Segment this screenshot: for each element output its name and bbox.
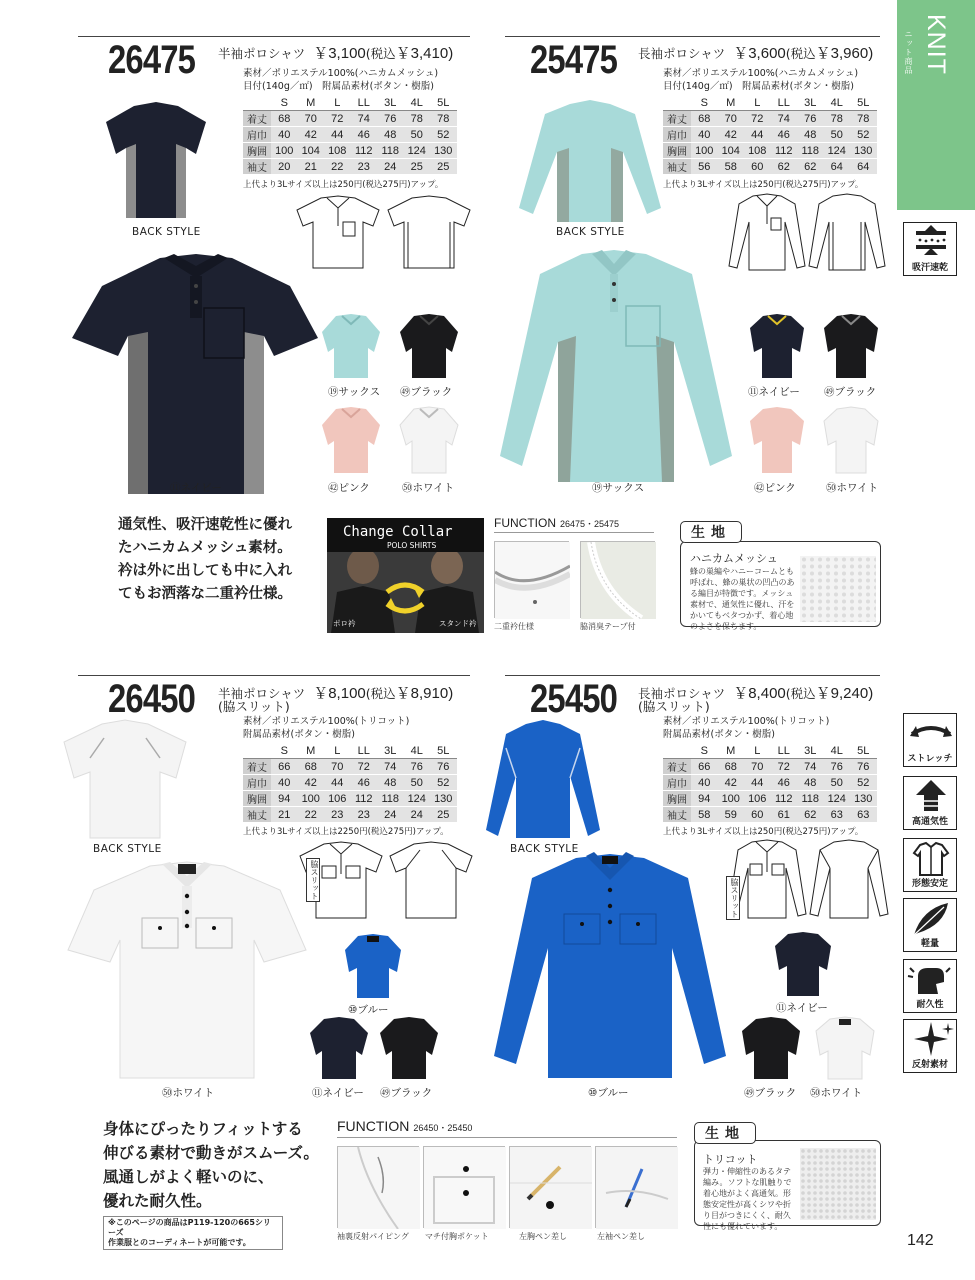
size-cell: 76: [377, 111, 404, 127]
size-cell: 112: [351, 791, 378, 807]
size-header: 5L: [850, 743, 877, 759]
size-cell: 94: [691, 791, 718, 807]
size-cell: 70: [324, 759, 351, 775]
size-row: [243, 127, 457, 143]
color-label: ㊷ピンク: [754, 482, 796, 494]
fabric-name: トリコット: [703, 1153, 758, 1166]
reflective-piping-photo-image: [337, 1146, 419, 1228]
fabric-label: 生地: [694, 1122, 756, 1144]
back-flat-drawing: [386, 838, 476, 922]
size-table: [243, 743, 457, 823]
size-cell: 50: [824, 775, 851, 791]
size-row: [663, 759, 877, 775]
size-cell: 46: [351, 775, 378, 791]
back-style-label: BACK STYLE: [510, 843, 579, 855]
size-cell: 52: [850, 775, 877, 791]
honeycomb-fabric-image: [800, 556, 876, 622]
size-cell: 40: [271, 127, 298, 143]
color-label: ㊾ブラック: [400, 386, 453, 398]
shape-stable-icon: 形態安定: [903, 838, 957, 892]
size-cell: 58: [691, 807, 718, 823]
product-code: 25450: [530, 677, 618, 721]
size-cell: 100: [691, 143, 718, 159]
size-cell: 42: [298, 127, 325, 143]
size-row-label: 胸囲: [663, 791, 691, 807]
swatch-black: [740, 1015, 802, 1081]
size-header: 3L: [377, 95, 404, 111]
size-row: [243, 791, 457, 807]
material-text: 素材／ポリエステル100%(トリコット) 附属品素材(ボタン・樹脂): [663, 716, 830, 740]
size-cell: 130: [430, 143, 457, 159]
back-flat-drawing: [808, 836, 890, 922]
function-caption: 左袖ペン差し: [597, 1232, 645, 1241]
category-tab: [897, 0, 975, 210]
size-table: [663, 95, 877, 175]
size-row-label: 肩巾: [663, 127, 691, 143]
size-table: [243, 95, 457, 175]
size-cell: 64: [850, 159, 877, 175]
durable-icon: 耐久性: [903, 959, 957, 1013]
white-shortsleeve-polo-image: [66, 860, 308, 1082]
slit-callout: 脇スリット: [726, 876, 740, 920]
back-view-shirt-image: [484, 718, 602, 842]
function-caption: 左胸ペン差し: [519, 1232, 567, 1241]
color-label: ⑩ブルー: [588, 1087, 629, 1099]
size-header: L: [744, 95, 771, 111]
size-cell: 104: [718, 143, 745, 159]
size-header: LL: [351, 95, 378, 111]
size-cell: 58: [718, 159, 745, 175]
size-header: L: [744, 743, 771, 759]
size-row-label: 肩巾: [243, 775, 271, 791]
size-header: M: [718, 95, 745, 111]
size-cell: 118: [797, 143, 824, 159]
back-style-label: BACK STYLE: [556, 226, 625, 238]
size-row: [243, 775, 457, 791]
size-cell: 60: [744, 159, 771, 175]
swatch-white: [398, 405, 460, 475]
size-cell: 44: [744, 775, 771, 791]
size-row-label: 着丈: [243, 759, 271, 775]
color-label: ⑲サックス: [328, 386, 381, 398]
color-label: ⑩ブルー: [348, 1004, 389, 1016]
price-note: 上代より3Lサイズ以上は250円(税込275円)アップ。: [663, 180, 864, 190]
size-row-label: 袖丈: [243, 159, 271, 175]
size-header: 3L: [377, 743, 404, 759]
product-subtitle: (脇スリット): [218, 699, 290, 714]
fabric-name: ハニカムメッシュ: [690, 552, 778, 565]
size-header: 4L: [404, 743, 431, 759]
size-cell: 124: [404, 791, 431, 807]
size-cell: 62: [797, 159, 824, 175]
size-table: [663, 743, 877, 823]
size-cell: 118: [377, 143, 404, 159]
size-cell: 22: [298, 807, 325, 823]
swatch-pink: [748, 405, 806, 475]
function-rule: [337, 1137, 677, 1138]
chest-pen-slot-photo-image: [509, 1146, 591, 1228]
color-label: ㊿ホワイト: [402, 482, 455, 494]
size-cell: 68: [271, 111, 298, 127]
size-header: 4L: [404, 95, 431, 111]
size-cell: 124: [824, 791, 851, 807]
size-cell: 130: [850, 143, 877, 159]
change-collar-banner: Change Collar POLO SHIRTS ポロ衿 スタンド衿: [327, 518, 484, 633]
size-cell: 70: [298, 111, 325, 127]
size-row: [243, 143, 457, 159]
size-cell: 40: [691, 775, 718, 791]
size-cell: 124: [404, 143, 431, 159]
category-subtitle: ニット商品: [904, 30, 913, 75]
size-cell: 40: [271, 775, 298, 791]
swatch-black: [378, 1015, 440, 1081]
size-cell: 20: [271, 159, 298, 175]
size-header: S: [691, 95, 718, 111]
function-caption: 袖裏反射パイピング: [337, 1232, 409, 1241]
size-row-label: 袖丈: [663, 159, 691, 175]
swatch-black: [398, 312, 460, 380]
size-cell: 94: [271, 791, 298, 807]
size-row-label: 着丈: [663, 111, 691, 127]
size-row: [243, 111, 457, 127]
size-header: 5L: [430, 743, 457, 759]
product-code: 26475: [108, 38, 196, 82]
size-header: S: [271, 743, 298, 759]
category-title: KNIT: [922, 14, 950, 75]
size-cell: 62: [797, 807, 824, 823]
size-cell: 124: [824, 143, 851, 159]
size-cell: 63: [824, 807, 851, 823]
function-heading: FUNCTION 26475・25475: [494, 516, 620, 530]
sax-longsleeve-polo-image: [496, 246, 736, 486]
section-rule: [78, 675, 470, 676]
size-cell: 68: [691, 111, 718, 127]
size-row: [663, 807, 877, 823]
size-cell: 24: [377, 159, 404, 175]
size-cell: 68: [298, 759, 325, 775]
catch-copy: 通気性、吸汗速乾性に優れ たハニカムメッシュ素材。 衿は外に出しても中に入れ てもお洒落な二重衿仕様。: [118, 517, 292, 602]
size-row: [663, 127, 877, 143]
color-label: ⑲サックス: [592, 482, 645, 494]
size-header: 4L: [824, 743, 851, 759]
catch-copy: 身体にぴったりフィットする 伸びる素材で動きがスムーズ。 風通しがよく軽いのに、 優れた耐久性。: [103, 1120, 319, 1210]
size-row-label: 肩巾: [243, 127, 271, 143]
size-cell: 106: [744, 791, 771, 807]
size-header: 4L: [824, 95, 851, 111]
size-cell: 52: [850, 127, 877, 143]
coordinate-note: ※このページの商品はP119-120の665シリーズ 作業服とのコーディネートが可能です。: [103, 1216, 283, 1250]
size-cell: 76: [797, 111, 824, 127]
double-collar-photo-image: [494, 541, 569, 618]
price-note: 上代より3Lサイズ以上は250円(税込275円)アップ。: [243, 180, 444, 190]
size-cell: 118: [377, 791, 404, 807]
size-cell: 70: [744, 759, 771, 775]
size-header: LL: [771, 95, 798, 111]
size-cell: 50: [404, 775, 431, 791]
color-label: ⑪ネイビー: [312, 1087, 364, 1099]
function-rule: [494, 532, 654, 533]
size-cell: 76: [430, 759, 457, 775]
size-row-label: 胸囲: [663, 143, 691, 159]
back-view-shirt-image: [60, 718, 190, 842]
breathable-icon: 高通気性: [903, 776, 957, 830]
front-flat-drawing: [727, 190, 807, 274]
size-header: LL: [771, 743, 798, 759]
size-cell: 100: [271, 143, 298, 159]
size-cell: 66: [691, 759, 718, 775]
size-cell: 78: [824, 111, 851, 127]
material-text: 素材／ポリエステル100%(ハニカムメッシュ) 目付(140g／㎡) 附属品素材(ボタン・樹脂): [663, 68, 859, 92]
size-cell: 108: [744, 143, 771, 159]
gusset-pocket-photo-image: [423, 1146, 505, 1228]
size-cell: 130: [430, 791, 457, 807]
swatch-black: [822, 312, 880, 380]
navy-shortsleeve-polo-image: [68, 250, 323, 498]
color-label: ⑪ネイビー: [776, 1002, 828, 1014]
size-header: M: [298, 743, 325, 759]
size-cell: 46: [771, 775, 798, 791]
back-flat-drawing: [807, 190, 887, 274]
product-subtitle: (脇スリット): [638, 699, 710, 714]
size-cell: 76: [824, 759, 851, 775]
back-style-label: BACK STYLE: [132, 226, 201, 238]
size-cell: 48: [797, 775, 824, 791]
size-header: S: [691, 743, 718, 759]
size-cell: 72: [771, 759, 798, 775]
section-rule: [78, 36, 470, 37]
product-code: 26450: [108, 677, 196, 721]
size-header: 5L: [430, 95, 457, 111]
size-cell: 24: [404, 807, 431, 823]
slit-callout: 脇スリット: [306, 858, 320, 902]
tricot-fabric-image: [800, 1148, 876, 1220]
size-row-label: 袖丈: [663, 807, 691, 823]
swatch-blue: [343, 932, 403, 1000]
size-cell: 74: [771, 111, 798, 127]
color-label: ㊿ホワイト: [826, 482, 879, 494]
function-heading: FUNCTION 26450・25450: [337, 1118, 473, 1134]
color-label: ㊾ブラック: [380, 1087, 433, 1099]
swatch-navy: [748, 312, 806, 380]
size-cell: 46: [771, 127, 798, 143]
size-cell: 48: [377, 127, 404, 143]
size-cell: 61: [771, 807, 798, 823]
size-cell: 100: [718, 791, 745, 807]
product-title: 半袖ポロシャツ ￥3,100(税込￥3,410): [218, 45, 454, 62]
reflective-icon: 反射素材: [903, 1019, 957, 1073]
size-cell: 50: [404, 127, 431, 143]
size-cell: 63: [850, 807, 877, 823]
back-view-shirt-image: [515, 98, 665, 226]
sleeve-pen-slot-photo-image: [595, 1146, 677, 1228]
size-cell: 25: [404, 159, 431, 175]
size-cell: 100: [298, 791, 325, 807]
size-cell: 108: [324, 143, 351, 159]
lightweight-icon: 軽量: [903, 898, 957, 952]
size-cell: 40: [691, 127, 718, 143]
size-cell: 104: [298, 143, 325, 159]
size-cell: 48: [377, 775, 404, 791]
size-cell: 70: [718, 111, 745, 127]
size-row: [663, 791, 877, 807]
size-cell: 62: [771, 159, 798, 175]
size-cell: 25: [430, 807, 457, 823]
quick-dry-icon: 吸汗速乾: [903, 222, 957, 276]
stretch-icon: ストレッチ: [903, 713, 957, 767]
deodorant-tape-photo-image: [580, 541, 655, 618]
fabric-label: 生地: [680, 521, 742, 543]
material-text: 素材／ポリエステル100%(ハニカムメッシュ) 目付(140g／㎡) 附属品素材(ボタン・樹脂): [243, 68, 439, 92]
size-cell: 112: [771, 791, 798, 807]
size-header: L: [324, 95, 351, 111]
size-row-label: 胸囲: [243, 143, 271, 159]
size-header: M: [298, 95, 325, 111]
section-rule: [505, 36, 880, 37]
size-header: L: [324, 743, 351, 759]
size-cell: 22: [324, 159, 351, 175]
size-header: S: [271, 95, 298, 111]
size-cell: 23: [324, 807, 351, 823]
size-cell: 78: [430, 111, 457, 127]
size-cell: 44: [324, 127, 351, 143]
size-cell: 68: [718, 759, 745, 775]
size-header: M: [718, 743, 745, 759]
price-note: 上代より3Lサイズ以上は250円(税込275円)アップ。: [663, 827, 864, 837]
size-cell: 46: [351, 127, 378, 143]
fabric-description: 蜂の巣編やハニーコームとも呼ばれ、蜂の巣状の凹凸のある編目が特徴です。メッシュ素材で、通気性に優れ、汗をかいてもベタつかず、着心地のよさを保ちます。: [690, 567, 795, 631]
color-label: ㊷ピンク: [328, 482, 370, 494]
size-cell: 118: [797, 791, 824, 807]
size-cell: 44: [744, 127, 771, 143]
back-view-shirt-image: [100, 100, 212, 222]
swatch-sax: [320, 312, 382, 380]
function-caption: マチ付胸ポケット: [425, 1232, 489, 1241]
color-label: ㊿ホワイト: [162, 1087, 215, 1099]
size-header: 5L: [850, 95, 877, 111]
size-cell: 48: [797, 127, 824, 143]
swatch-pink: [320, 405, 382, 475]
size-row: [663, 159, 877, 175]
size-cell: 42: [718, 775, 745, 791]
size-cell: 50: [824, 127, 851, 143]
size-cell: 72: [324, 111, 351, 127]
size-cell: 130: [850, 791, 877, 807]
size-row-label: 胸囲: [243, 791, 271, 807]
size-header: 3L: [797, 95, 824, 111]
size-cell: 59: [718, 807, 745, 823]
color-label: ㊿ホワイト: [810, 1087, 863, 1099]
size-cell: 78: [404, 111, 431, 127]
size-cell: 52: [430, 775, 457, 791]
size-cell: 74: [377, 759, 404, 775]
size-cell: 76: [404, 759, 431, 775]
back-style-label: BACK STYLE: [93, 843, 162, 855]
back-flat-drawing: [384, 192, 474, 272]
size-cell: 21: [298, 159, 325, 175]
size-cell: 42: [298, 775, 325, 791]
size-row: [663, 775, 877, 791]
product-title: 長袖ポロシャツ ￥3,600(税込￥3,960): [638, 45, 874, 62]
size-row: [243, 159, 457, 175]
blue-longsleeve-polo-image: [490, 850, 730, 1082]
size-cell: 78: [850, 111, 877, 127]
size-row: [663, 111, 877, 127]
size-row: [663, 143, 877, 159]
fabric-description: 弾力・伸縮性のあるタテ編み。ソフトな肌触りで着心地がよく高通気。形態安定性が高くシワや折り目がつきにくく、耐久性にも優れています。: [703, 1167, 792, 1231]
size-cell: 112: [351, 143, 378, 159]
size-cell: 23: [351, 159, 378, 175]
size-row: [243, 759, 457, 775]
size-cell: 74: [797, 759, 824, 775]
product-code: 25475: [530, 38, 618, 82]
size-cell: 72: [351, 759, 378, 775]
color-label: ㊾ブラック: [824, 386, 877, 398]
size-row-label: 着丈: [663, 759, 691, 775]
size-cell: 52: [430, 127, 457, 143]
size-cell: 21: [271, 807, 298, 823]
function-caption: 脇消臭テープ付: [580, 622, 636, 631]
size-cell: 76: [850, 759, 877, 775]
size-cell: 72: [744, 111, 771, 127]
size-cell: 106: [324, 791, 351, 807]
size-cell: 74: [351, 111, 378, 127]
size-cell: 60: [744, 807, 771, 823]
color-label: ㊾ブラック: [744, 1087, 797, 1099]
product-title: 半袖ポロシャツ ￥8,100(税込￥8,910): [218, 685, 454, 702]
size-cell: 64: [824, 159, 851, 175]
size-cell: 24: [377, 807, 404, 823]
swatch-white: [814, 1015, 876, 1081]
size-cell: 42: [718, 127, 745, 143]
size-row-label: 肩巾: [663, 775, 691, 791]
color-label: ⑪ネイビー: [170, 482, 222, 494]
size-row: [243, 807, 457, 823]
price-note: 上代より3Lサイズ以上は2250円(税込275円)アップ。: [243, 827, 449, 837]
size-header: 3L: [797, 743, 824, 759]
size-cell: 56: [691, 159, 718, 175]
swatch-navy: [308, 1015, 370, 1081]
swatch-white: [822, 405, 880, 475]
size-cell: 66: [271, 759, 298, 775]
size-cell: 23: [351, 807, 378, 823]
size-header: LL: [351, 743, 378, 759]
swatch-navy: [773, 930, 833, 998]
size-row-label: 着丈: [243, 111, 271, 127]
size-cell: 25: [430, 159, 457, 175]
front-flat-drawing: [293, 192, 383, 272]
section-rule: [505, 675, 880, 676]
material-text: 素材／ポリエステル100%(トリコット) 附属品素材(ボタン・樹脂): [243, 716, 410, 740]
size-cell: 44: [324, 775, 351, 791]
color-label: ⑪ネイビー: [748, 386, 800, 398]
product-title: 長袖ポロシャツ ￥8,400(税込￥9,240): [638, 685, 874, 702]
page-number: 142: [907, 1232, 934, 1249]
size-row-label: 袖丈: [243, 807, 271, 823]
function-caption: 二重衿仕様: [494, 622, 534, 631]
size-cell: 112: [771, 143, 798, 159]
